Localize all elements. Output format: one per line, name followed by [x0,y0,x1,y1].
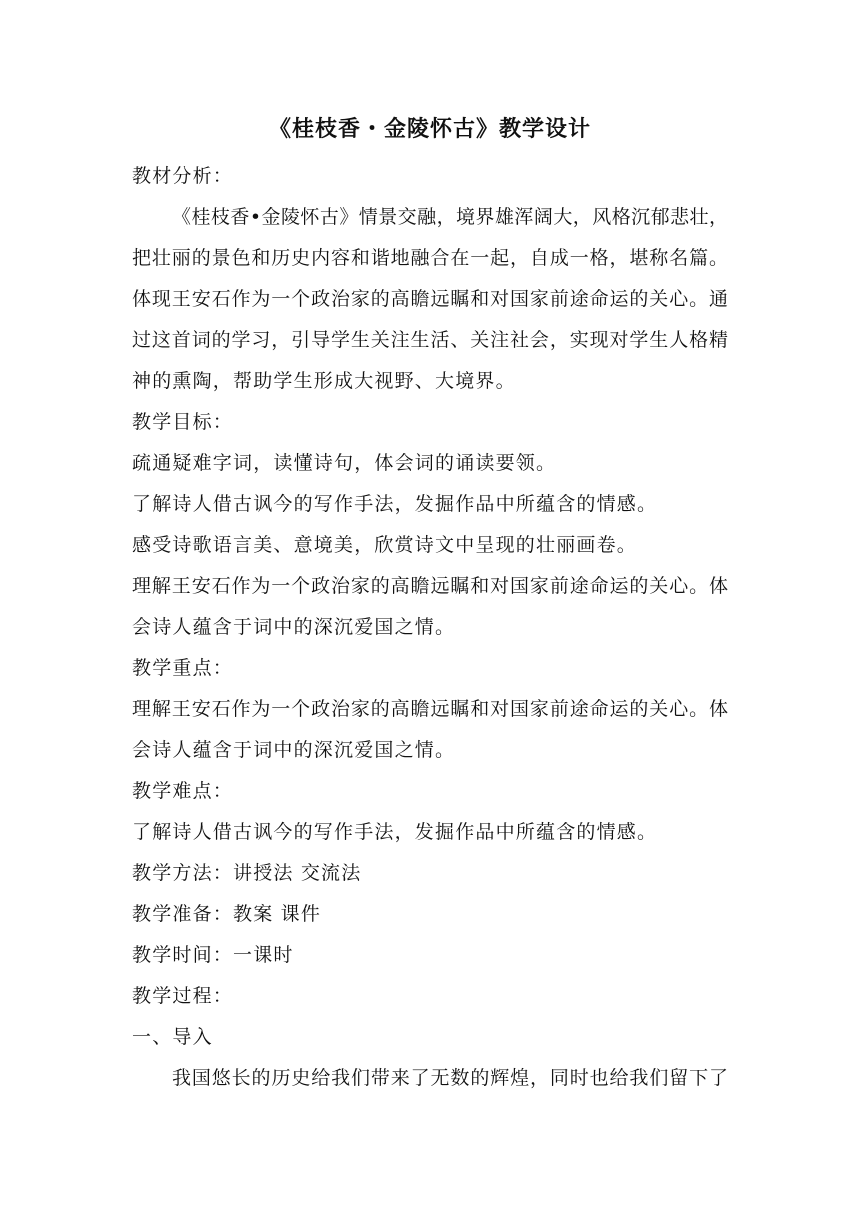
goal-item: 理解王安石作为一个政治家的高瞻远瞩和对国家前途命运的关心。体 [132,575,728,597]
paragraph-line: 过这首词的学习，引导学生关注生活、关注社会，实现对学生人格精 [132,329,728,351]
heading-key-points: 教学重点： [132,657,234,679]
document-title: 《桂枝香・金陵怀古》教学设计 [268,117,591,142]
goal-item: 会诗人蕴含于词中的深沉爱国之情。 [132,616,456,638]
paragraph-line: 我国悠长的历史给我们带来了无数的辉煌，同时也给我们留下了 [172,1067,728,1089]
goal-item: 了解诗人借古讽今的写作手法，发掘作品中所蕴含的情感。 [132,493,658,515]
goal-item: 感受诗歌语言美、意境美，欣赏诗文中呈现的壮丽画卷。 [132,534,638,556]
heading-textbook-analysis: 教材分析： [132,165,234,187]
teaching-time: 教学时间：一课时 [132,944,294,966]
heading-difficulties: 教学难点： [132,780,234,802]
key-point-line: 会诗人蕴含于词中的深沉爱国之情。 [132,739,456,761]
teaching-preparation: 教学准备：教案 课件 [132,903,322,925]
teaching-method: 教学方法：讲授法 交流法 [132,862,362,884]
paragraph-line: 神的熏陶，帮助学生形成大视野、大境界。 [132,370,516,392]
paragraph-line: 体现王安石作为一个政治家的高瞻远瞩和对国家前途命运的关心。通 [132,288,728,310]
paragraph-line: 把壮丽的景色和历史内容和谐地融合在一起，自成一格，堪称名篇。 [132,247,728,269]
difficulty-line: 了解诗人借古讽今的写作手法，发掘作品中所蕴含的情感。 [132,821,658,843]
heading-teaching-process: 教学过程： [132,985,234,1007]
paragraph-line: 《桂枝香•金陵怀古》情景交融，境界雄浑阔大，风格沉郁悲壮， [172,206,728,228]
key-point-line: 理解王安石作为一个政治家的高瞻远瞩和对国家前途命运的关心。体 [132,698,728,720]
heading-teaching-goals: 教学目标： [132,411,234,433]
section-introduction: 一、导入 [132,1026,213,1048]
goal-item: 疏通疑难字词，读懂诗句，体会词的诵读要领。 [132,452,557,474]
